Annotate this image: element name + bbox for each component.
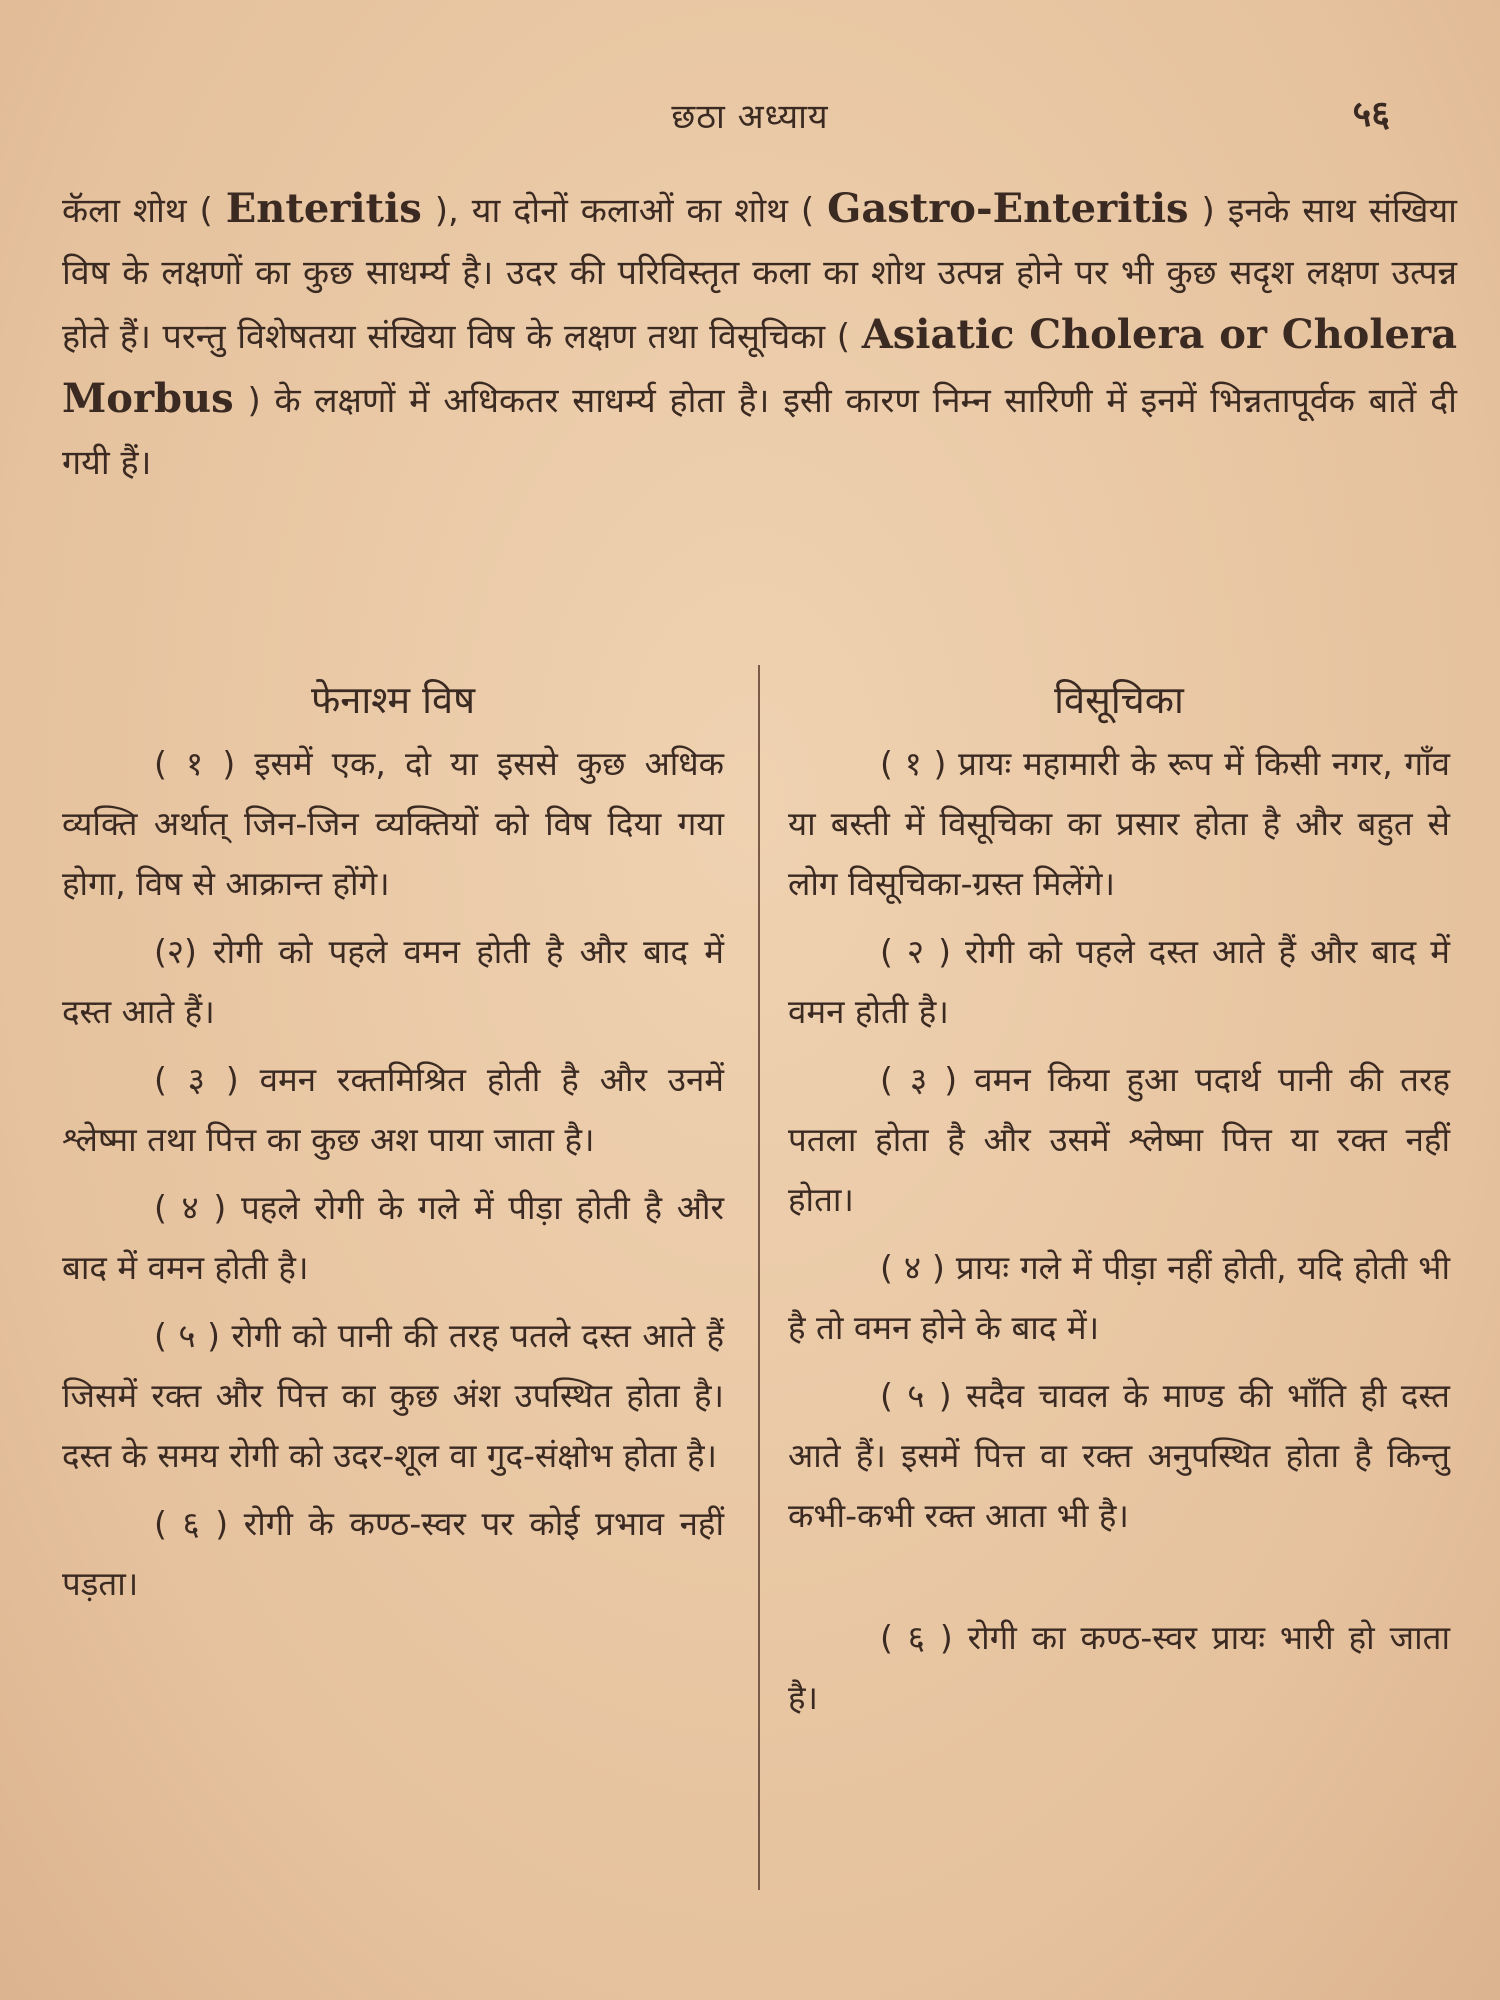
latin-term: Gastro-Enteritis — [827, 185, 1189, 232]
chapter-title: छठा अध्याय — [671, 97, 829, 137]
left-point: ( ४ ) पहले रोगी के गले में पीड़ा होती है और बाद में वमन होती है। — [62, 1188, 724, 1287]
left-point: ( ३ ) वमन रक्तमिश्रित होती है और उनमें श्लेष्मा तथा पित्त का कुछ अश पाया जाता है। — [62, 1060, 724, 1159]
left-point: (२) रोगी को पहले वमन होती है और बाद में दस्त आते हैं। — [62, 932, 724, 1031]
right-point: ( १ ) प्रायः महामारी के रूप में किसी नगर, गाँव या बस्ती में विसूचिका का प्रसार होता है और बहुत से लोग विसूचिका-ग्रस्त मिलेंगे। — [788, 744, 1450, 903]
latin-term: Asiatic Cholera or Cholera Morbus — [62, 311, 1457, 422]
left-point: ( ५ ) रोगी को पानी की तरह पतले दस्त आते हैं जिसमें रक्त और पित्त का कुछ अंश उपस्थित होता है। दस्त के समय रोगी को उदर-शूल वा गुद-संक्षोभ होता है। — [62, 1316, 724, 1475]
page-number: ५६ — [1352, 94, 1390, 135]
left-column-heading: फेनाश्म विष — [310, 678, 476, 722]
right-point: ( ५ ) सदैव चावल के माण्ड की भाँति ही दस्त आते हैं। इसमें पित्त वा रक्त अनुपस्थित होता है किन्तु कभी-कभी रक्त आता भी है। — [788, 1376, 1450, 1535]
right-point: ( ४ ) प्रायः गले में पीड़ा नहीं होती, यदि होती भी है तो वमन होने के बाद में। — [788, 1248, 1450, 1347]
intro-text: ), या दोनों कलाओं का शोथ ( — [434, 191, 815, 231]
latin-term: Enteritis — [225, 185, 422, 232]
left-point: ( ६ ) रोगी के कण्ठ-स्वर पर कोई प्रभाव नहीं पड़ता। — [62, 1504, 724, 1603]
right-point: ( ६ ) रोगी का कण्ठ-स्वर प्रायः भारी हो जाता है। — [788, 1618, 1450, 1717]
left-column-arsenic — [62, 672, 724, 1622]
intro-text: ) के लक्षणों में अधिकतर साधर्म्य होता है। इसी कारण निम्न सारिणी में इनमें भिन्नतापूर्वक बातें दी गयी हैं। — [62, 381, 1457, 483]
intro-paragraph — [62, 178, 1457, 494]
left-point: ( १ ) इसमें एक, दो या इससे कुछ अधिक व्यक्ति अर्थात् जिन-जिन व्यक्तियों को विष दिया गया होगा, विष से आक्रान्त होंगे। — [62, 744, 724, 903]
right-point: ( ३ ) वमन किया हुआ पदार्थ पानी की तरह पतला होता है और उसमें श्लेष्मा पित्त या रक्त नहीं होता। — [788, 1060, 1450, 1219]
intro-text: ) इनके साथ संखिया विष के लक्षणों का कुछ साधर्म्य है। उदर की परिविस्तृत कला का शोथ उत्पन्न होने पर भी कुछ सदृश लक्षण उत्पन्न होते हैं। परन्तु विशेषतया संखिया विष के लक्षण तथा विसूचिका ( — [62, 191, 1457, 357]
right-column-cholera — [788, 672, 1450, 1736]
right-point: ( २ ) रोगी को पहले दस्त आते हैं और बाद में वमन होती है। — [788, 932, 1450, 1031]
intro-text: कॅला शोथ ( — [62, 191, 213, 231]
right-column-heading: विसूचिका — [1054, 678, 1184, 722]
column-divider — [758, 665, 760, 1890]
